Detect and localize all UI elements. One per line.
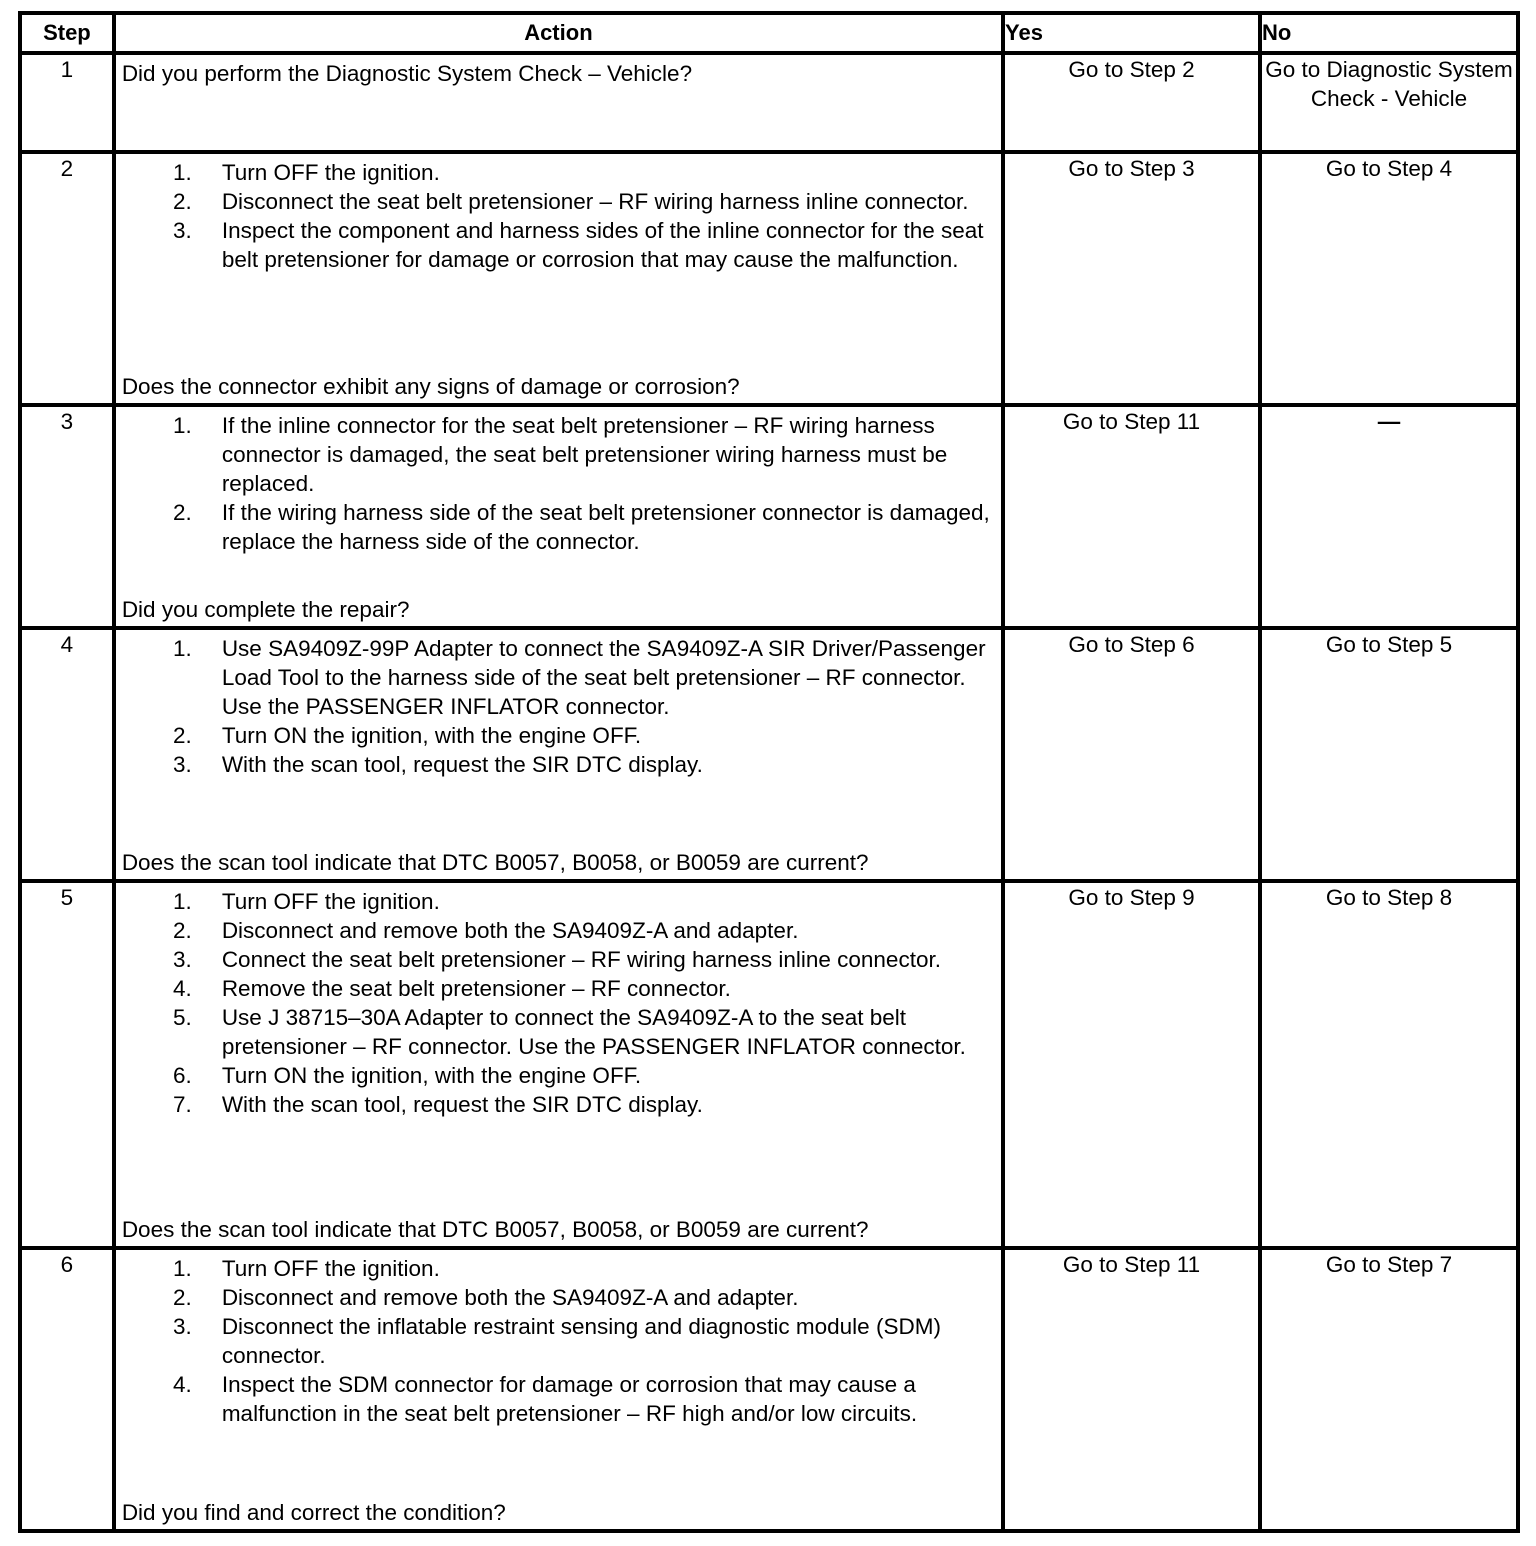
instruction-number: 4.	[173, 976, 192, 1001]
instruction-item	[122, 945, 995, 974]
no-result: Go to Step 8	[1260, 881, 1518, 1248]
step-question: Did you find and correct the condition?	[121, 1500, 506, 1525]
instruction-text: Turn ON the ignition, with the engine OFF.	[221, 723, 642, 748]
table-row	[20, 628, 1518, 881]
instruction-text: Remove the seat belt pretensioner – RF connector.	[221, 976, 731, 1001]
instruction-number: 5.	[173, 1005, 192, 1030]
instruction-text: With the scan tool, request the SIR DTC display.	[221, 752, 703, 777]
instruction-number: 3.	[173, 1314, 192, 1339]
instruction-text: If the wiring harness side of the seat belt pretensioner connector is damaged, replace the harness side of the connector.	[221, 500, 990, 554]
instruction-list	[122, 411, 995, 556]
instruction-item	[122, 974, 995, 1003]
instruction-item	[122, 721, 995, 750]
diagnostic-table	[18, 11, 1520, 1533]
instruction-number: 1.	[173, 636, 192, 661]
instruction-number: 2.	[173, 918, 192, 943]
instruction-text: Turn OFF the ignition.	[221, 160, 440, 185]
instruction-item	[122, 1283, 995, 1312]
step-number: 4	[20, 628, 114, 881]
header-yes: Yes	[1003, 13, 1260, 53]
instruction-list	[122, 158, 995, 274]
yes-result: Go to Step 6	[1003, 628, 1260, 881]
step-question: Does the connector exhibit any signs of damage or corrosion?	[121, 374, 740, 399]
instruction-list	[122, 634, 995, 779]
instruction-item	[122, 916, 995, 945]
instruction-text: Connect the seat belt pretensioner – RF wiring harness inline connector.	[221, 947, 941, 972]
header-no: No	[1260, 13, 1518, 53]
instruction-number: 1.	[173, 1256, 192, 1281]
table-row	[20, 53, 1518, 152]
action-cell	[114, 881, 1003, 1248]
yes-result: Go to Step 9	[1003, 881, 1260, 1248]
action-cell	[114, 152, 1003, 405]
instruction-number: 1.	[173, 413, 192, 438]
instruction-item	[122, 1061, 995, 1090]
step-question: Does the scan tool indicate that DTC B0057, B0058, or B0059 are current?	[121, 850, 869, 875]
instruction-item	[122, 411, 995, 498]
instruction-number: 3.	[173, 947, 192, 972]
instruction-text: If the inline connector for the seat belt pretensioner – RF wiring harness connector is damaged, the seat belt pretensioner wiring harness must be replaced.	[221, 413, 948, 496]
action-cell	[114, 1248, 1003, 1531]
instruction-number: 6.	[173, 1063, 192, 1088]
table-row	[20, 405, 1518, 628]
instruction-item	[122, 634, 995, 721]
instruction-number: 2.	[173, 500, 192, 525]
step-question: Did you perform the Diagnostic System Check – Vehicle?	[121, 61, 693, 86]
instruction-text: Disconnect the seat belt pretensioner – RF wiring harness inline connector.	[221, 189, 969, 214]
instruction-text: Turn ON the ignition, with the engine OFF.	[221, 1063, 642, 1088]
instruction-text: With the scan tool, request the SIR DTC display.	[221, 1092, 703, 1117]
instruction-text: Use J 38715–30A Adapter to connect the SA9409Z-A to the seat belt pretensioner – RF connector. Use the PASSENGER INFLATOR connector.	[221, 1005, 966, 1059]
instruction-number: 3.	[173, 218, 192, 243]
instruction-item	[122, 187, 995, 216]
instruction-item	[122, 216, 995, 274]
table-row	[20, 881, 1518, 1248]
instruction-text: Use SA9409Z-99P Adapter to connect the SA9409Z-A SIR Driver/Passenger Load Tool to the harness side of the seat belt pretensioner – RF connector. Use the PASSENGER INFLATOR connector.	[221, 636, 986, 719]
instruction-text: Turn OFF the ignition.	[221, 1256, 440, 1281]
instruction-number: 1.	[173, 889, 192, 914]
yes-result: Go to Step 2	[1003, 53, 1260, 152]
instruction-text: Disconnect and remove both the SA9409Z-A and adapter.	[221, 918, 799, 943]
yes-result: Go to Step 11	[1003, 1248, 1260, 1531]
no-result: —	[1260, 405, 1518, 628]
instruction-item	[122, 498, 995, 556]
instruction-number: 7.	[173, 1092, 192, 1117]
no-result: Go to Step 5	[1260, 628, 1518, 881]
instruction-item	[122, 1003, 995, 1061]
instruction-text: Disconnect and remove both the SA9409Z-A and adapter.	[221, 1285, 799, 1310]
no-result: Go to Step 4	[1260, 152, 1518, 405]
instruction-text: Turn OFF the ignition.	[221, 889, 440, 914]
instruction-text: Inspect the SDM connector for damage or corrosion that may cause a malfunction in the seat belt pretensioner – RF high and/or low circuits.	[221, 1372, 918, 1426]
instruction-text: Inspect the component and harness sides of the inline connector for the seat belt pretensioner for damage or corrosion that may cause the malfunction.	[221, 218, 984, 272]
step-number: 2	[20, 152, 114, 405]
instruction-list	[122, 887, 995, 1119]
table-row	[20, 152, 1518, 405]
instruction-item	[122, 750, 995, 779]
step-number: 3	[20, 405, 114, 628]
instruction-item	[122, 158, 995, 187]
step-number: 1	[20, 53, 114, 152]
step-question: Did you complete the repair?	[121, 597, 410, 622]
action-cell	[114, 53, 1003, 152]
instruction-number: 3.	[173, 752, 192, 777]
instruction-number: 2.	[173, 1285, 192, 1310]
step-number: 6	[20, 1248, 114, 1531]
step-question: Does the scan tool indicate that DTC B0057, B0058, or B0059 are current?	[121, 1217, 869, 1242]
instruction-list	[122, 1254, 995, 1428]
header-action: Action	[114, 13, 1003, 53]
instruction-item	[122, 1312, 995, 1370]
instruction-number: 2.	[173, 723, 192, 748]
step-number: 5	[20, 881, 114, 1248]
yes-result: Go to Step 11	[1003, 405, 1260, 628]
table-row	[20, 1248, 1518, 1531]
instruction-item	[122, 1254, 995, 1283]
instruction-item	[122, 887, 995, 916]
yes-result: Go to Step 3	[1003, 152, 1260, 405]
header-step: Step	[20, 13, 114, 53]
instruction-item	[122, 1370, 995, 1428]
instruction-number: 4.	[173, 1372, 192, 1397]
action-cell	[114, 628, 1003, 881]
instruction-item	[122, 1090, 995, 1119]
instruction-number: 2.	[173, 189, 192, 214]
instruction-number: 1.	[173, 160, 192, 185]
no-result: Go to Step 7	[1260, 1248, 1518, 1531]
instruction-text: Disconnect the inflatable restraint sensing and diagnostic module (SDM) connector.	[221, 1314, 941, 1368]
action-cell	[114, 405, 1003, 628]
no-result: Go to Diagnostic System Check - Vehicle	[1260, 53, 1518, 152]
header-row	[20, 13, 1518, 53]
